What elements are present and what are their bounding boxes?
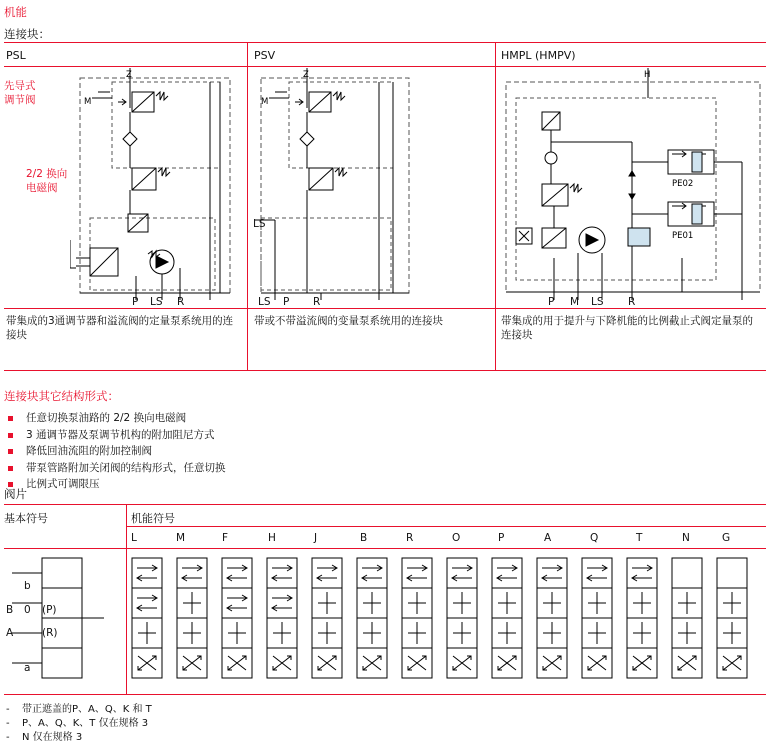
caption-hmpl: 带集成的用于提升与下降机能的比例截止式阀定量泵的连接块 <box>501 315 753 341</box>
port-label-hmpl-p: P <box>548 296 555 308</box>
svg-text:Z: Z <box>126 70 132 80</box>
svg-text:H: H <box>644 70 651 80</box>
footnote-text: P、A、Q、K、T 仅在规格 3 <box>22 718 149 729</box>
column-header-psv: PSV <box>254 49 276 62</box>
port-label-psl-ls: LS <box>150 296 163 308</box>
spool-code-M: M <box>176 532 186 544</box>
port-label-psl-r: R <box>177 296 185 308</box>
port-label-psv-r: R <box>313 296 321 308</box>
caption-psl: 带集成的3通调节器和溢流阀的定量泵系统用的连接块 <box>6 315 234 341</box>
spool-code-G: G <box>722 532 731 544</box>
page-title-function: 机能 <box>4 5 27 19</box>
rule-top-symbol-table <box>4 504 766 505</box>
footnote-marker: - <box>6 718 10 729</box>
spool-code-T: T <box>636 532 643 544</box>
list-item: 降低回油流阻的附加控制阀 <box>4 443 504 460</box>
column-header-basic-symbol: 基本符号 <box>4 512 48 525</box>
basic-label-A: A <box>6 627 14 639</box>
other-structures-list <box>4 410 504 493</box>
spool-code-P: P <box>498 532 505 544</box>
svg-text:Z: Z <box>303 70 309 80</box>
label-solenoid-valve-line1: 2/2 换向 <box>26 168 68 180</box>
column-header-psl: PSL <box>6 49 26 62</box>
basic-label-b: b <box>24 580 31 592</box>
svg-text:M: M <box>261 97 269 107</box>
divider-basic-function <box>126 504 127 694</box>
port-label-hmpl-ls: LS <box>591 296 604 308</box>
rule-top-connection-table <box>4 42 766 43</box>
spool-code-B: B <box>360 532 368 544</box>
divider-col-psv-hmpl <box>495 42 496 370</box>
port-label-psl-p: P <box>132 296 139 308</box>
port-label-hmpl-r: R <box>628 296 636 308</box>
spool-code-L: L <box>131 532 137 544</box>
svg-text:M: M <box>84 97 92 107</box>
label-pilot-control-valve-line2: 调节阀 <box>4 94 36 106</box>
label-pilot-control-valve-line1: 先导式 <box>4 80 36 92</box>
spool-code-R: R <box>406 532 414 544</box>
schematic-psv <box>255 68 435 306</box>
footnotes-block <box>4 703 152 745</box>
footnote-text: N 仅在规格 3 <box>22 732 83 743</box>
spool-code-N: N <box>682 532 690 544</box>
list-item: 3 通调节器及泵调节机构的附加阻尼方式 <box>4 427 504 444</box>
footnote-marker: - <box>6 732 10 743</box>
basic-label-a: a <box>24 662 31 674</box>
spool-code-A: A <box>544 532 552 544</box>
other-structures-title: 连接块其它结构形式： <box>4 389 119 403</box>
rule-above-captions <box>4 308 766 309</box>
footnote-marker: - <box>6 704 10 715</box>
spool-code-H: H <box>268 532 276 544</box>
port-label-psv-ls-left: LS <box>253 218 266 230</box>
schematic-hmpl <box>502 68 764 306</box>
label-solenoid-valve-line2: 电磁阀 <box>26 182 58 194</box>
list-item: 任意切换泵油路的 2/2 换向电磁阀 <box>4 410 504 427</box>
rule-bottom-symbol-table <box>4 694 766 695</box>
spool-code-Q: Q <box>590 532 599 544</box>
rule-under-captions <box>4 370 766 371</box>
section-title-connection-block: 连接块： <box>4 27 50 41</box>
basic-label-o: 0 <box>24 604 31 616</box>
port-label-psv-p: P <box>283 296 290 308</box>
section-title-valve-plate: 阀片 <box>4 487 27 501</box>
svg-text:PE01: PE01 <box>672 231 694 241</box>
rule-under-symbol-subheaders <box>126 526 766 527</box>
basic-label-B: B <box>6 604 14 616</box>
rule-under-column-headers <box>4 66 766 67</box>
footnote-text: 带正遮盖的P、A、Q、K 和 T <box>22 704 152 715</box>
spool-code-O: O <box>452 532 461 544</box>
footnote-1 <box>4 703 152 717</box>
svg-text:PE02: PE02 <box>672 179 694 189</box>
caption-psv: 带或不带溢流阀的变量泵系统用的连接块 <box>254 315 443 327</box>
footnote-3 <box>4 731 152 745</box>
spool-code-J: J <box>314 532 318 544</box>
schematic-psl <box>70 68 250 306</box>
rule-above-symbols <box>4 548 766 549</box>
port-label-psv-ls: LS <box>258 296 271 308</box>
list-item: 比例式可调限压 <box>4 476 504 493</box>
column-header-hmpl: HMPL (HMPV) <box>501 49 576 62</box>
basic-label-R: (R) <box>42 627 58 639</box>
port-label-hmpl-m: M <box>570 296 580 308</box>
footnote-2 <box>4 717 152 731</box>
basic-label-P: (P) <box>42 604 57 616</box>
spool-code-F: F <box>222 532 229 544</box>
column-header-function-symbol: 机能符号 <box>131 512 175 525</box>
function-symbols-row <box>130 556 760 688</box>
other-structures-block <box>4 388 504 493</box>
list-item: 带泵管路附加关闭阀的结构形式，任意切换 <box>4 460 504 477</box>
